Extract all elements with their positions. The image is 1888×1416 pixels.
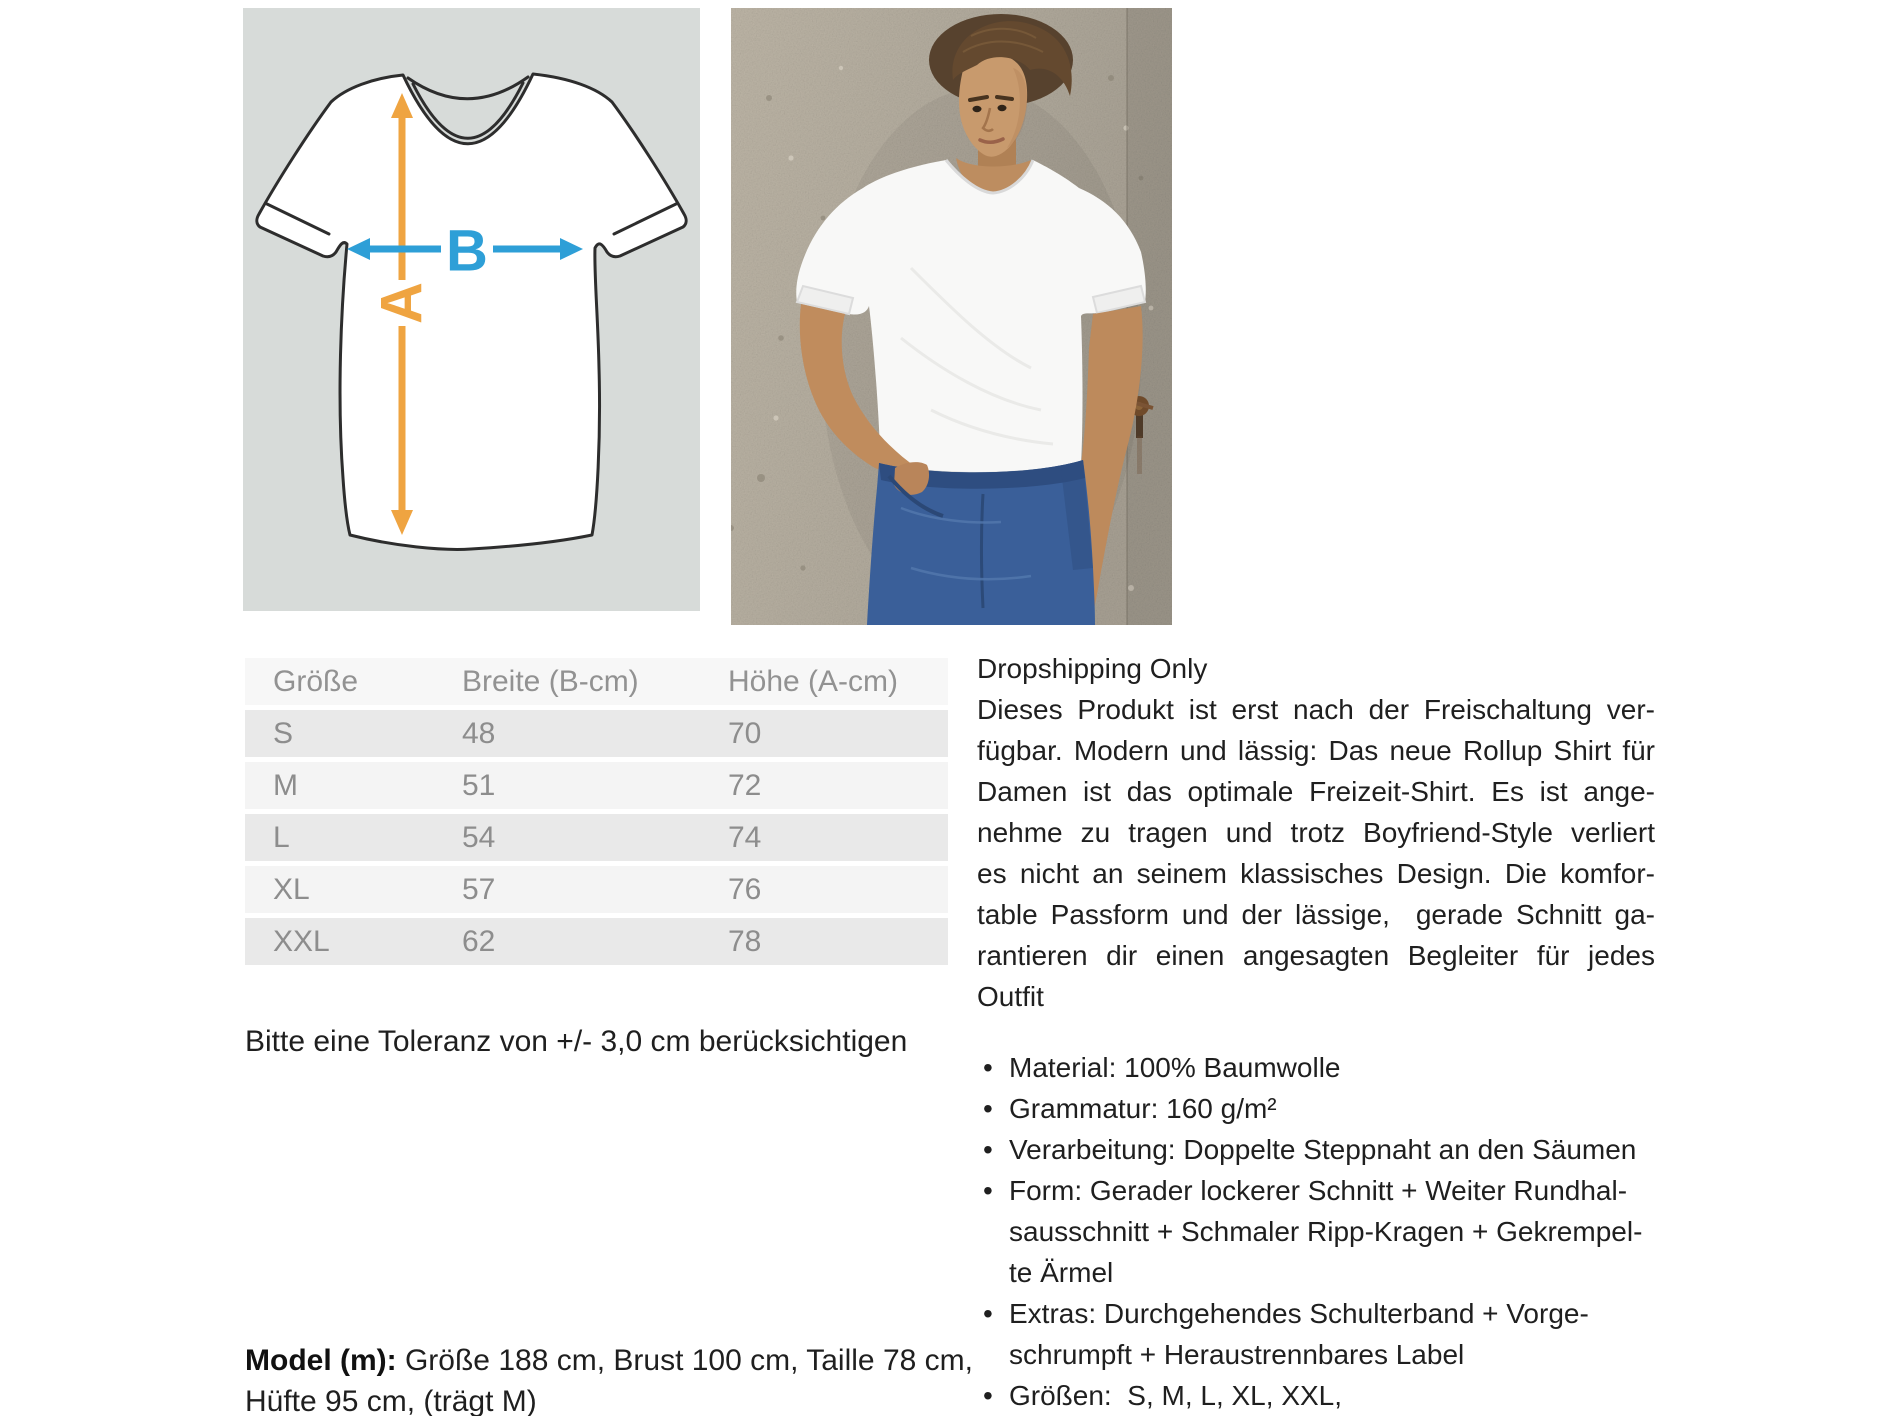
description-line: es nicht an seinem klassisches Design. Die komfor-: [977, 858, 1655, 889]
measure-label-a: A: [369, 282, 435, 324]
cell-breite: 51: [462, 762, 728, 809]
bullet-text: Form: Gerader lockerer Schnitt + Weiter Rundhal-: [1009, 1175, 1628, 1206]
model-measurements: [245, 1340, 1025, 1416]
cell-breite: 48: [462, 710, 728, 757]
bullet-line: [977, 1293, 1655, 1334]
feature-grammatur: [977, 1088, 1655, 1129]
col-header-breite: Breite (B-cm): [462, 658, 728, 705]
size-table: [245, 653, 948, 970]
bullet-text: Extras: Durchgehendes Schulterband + Vorge-: [1009, 1298, 1589, 1329]
description-line: fügbar. Modern und lässig: Das neue Rollup Shirt für: [977, 735, 1655, 766]
table-row-xxl: [245, 918, 948, 965]
col-header-hoehe: Höhe (A-cm): [728, 658, 948, 705]
cell-size: L: [245, 814, 462, 861]
description-line: Damen ist das optimale Freizeit-Shirt. Es ist ange-: [977, 776, 1655, 807]
product-description: [977, 648, 1655, 1416]
bullet-dot: •: [983, 1052, 993, 1083]
bullet-text: Grammatur: 160 g/m²: [1009, 1093, 1277, 1124]
measure-label-b: B: [446, 218, 488, 284]
bullet-line-cont: sausschnitt + Schmaler Ripp-Kragen + Gekrempel-: [1009, 1216, 1643, 1247]
description-line: rantieren dir einen angesagten Begleiter für jedes: [977, 940, 1655, 971]
cell-hoehe: 78: [728, 918, 948, 965]
table-row-m: [245, 762, 948, 809]
description-line: table Passform und der lässige, gerade Schnitt ga-: [977, 899, 1655, 930]
cell-size: XXL: [245, 918, 462, 965]
cell-breite: 57: [462, 866, 728, 913]
model-label: Model (m):: [245, 1344, 397, 1377]
feature-groessen: [977, 1375, 1655, 1416]
model-measurements-line2: Hüfte 95 cm, (trägt M): [245, 1385, 537, 1416]
bullet-line-cont: schrumpft + Heraustrennbares Label: [1009, 1339, 1465, 1370]
cell-breite: 54: [462, 814, 728, 861]
model-measurements-line1: [245, 1340, 1025, 1381]
bullet-text: Verarbeitung: Doppelte Steppnaht an den Säumen: [1009, 1134, 1637, 1165]
cell-breite: 62: [462, 918, 728, 965]
bullet-text: Material: 100% Baumwolle: [1009, 1052, 1341, 1083]
feature-extras: [977, 1293, 1655, 1375]
bullet-dot: •: [983, 1175, 993, 1206]
size-table-header-row: [245, 658, 948, 705]
bullet-text: Größen: S, M, L, XL, XXL,: [1009, 1380, 1343, 1411]
feature-verarbeitung: [977, 1129, 1655, 1170]
cell-size: XL: [245, 866, 462, 913]
bullet-line: [977, 1170, 1655, 1211]
bullet-dot: •: [983, 1093, 993, 1124]
table-row-s: [245, 710, 948, 757]
model-photo-illustration: [731, 8, 1172, 625]
table-row-l: [245, 814, 948, 861]
bullet-dot: •: [983, 1298, 993, 1329]
description-line: Outfit: [977, 981, 1044, 1012]
description-line: nehme zu tragen und trotz Boyfriend-Style verliert: [977, 817, 1655, 848]
bullet-dot: •: [983, 1134, 993, 1165]
model-photo: [731, 8, 1172, 625]
description-title: Dropshipping Only: [977, 653, 1208, 684]
table-row-xl: [245, 866, 948, 913]
cell-hoehe: 72: [728, 762, 948, 809]
feature-list: [977, 1047, 1655, 1416]
bullet-dot: •: [983, 1380, 993, 1411]
feature-form: [977, 1170, 1655, 1293]
bullet-line: [977, 1375, 1655, 1416]
feature-material: [977, 1047, 1655, 1088]
tolerance-note: Bitte eine Toleranz von +/- 3,0 cm berücksichtigen: [245, 1025, 908, 1058]
cell-hoehe: 74: [728, 814, 948, 861]
size-diagram: [243, 8, 700, 611]
cell-hoehe: 70: [728, 710, 948, 757]
cell-hoehe: 76: [728, 866, 948, 913]
description-line: Dieses Produkt ist erst nach der Freischaltung ver-: [977, 694, 1655, 725]
bullet-line: [977, 1088, 1655, 1129]
bullet-line: [977, 1047, 1655, 1088]
bullet-line-cont: te Ärmel: [1009, 1257, 1114, 1288]
model-measurements-text: Größe 188 cm, Brust 100 cm, Taille 78 cm,: [396, 1344, 973, 1377]
cell-size: M: [245, 762, 462, 809]
col-header-groesse: Größe: [245, 658, 462, 705]
bullet-line: [977, 1129, 1655, 1170]
cell-size: S: [245, 710, 462, 757]
size-diagram-panel: [243, 8, 700, 611]
